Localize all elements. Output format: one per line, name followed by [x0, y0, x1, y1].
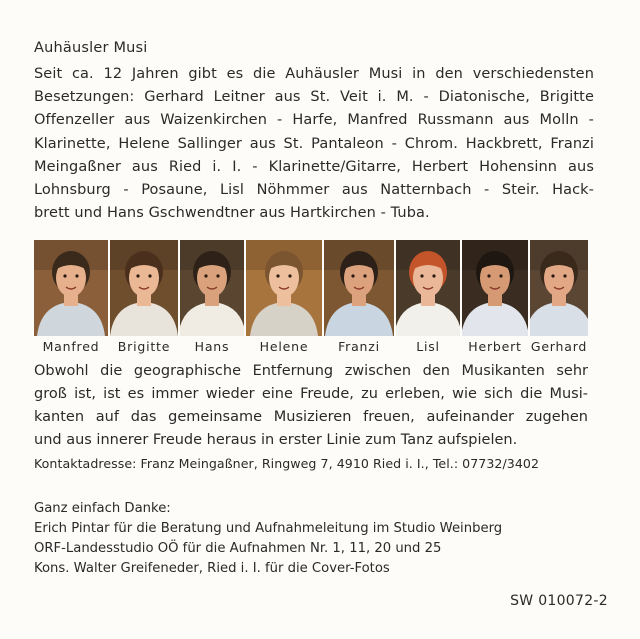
- musician-name: Herbert: [468, 339, 522, 354]
- intro-line: Seit ca. 12 Jahren gibt es die Auhäusler Musi in den verschiedensten: [34, 66, 594, 82]
- intro-line: Lohnsburg - Posaune, Lisl Nöhmmer aus Natternbach - Steir. Hack-: [34, 182, 594, 199]
- musician-photo-strip: [34, 240, 588, 336]
- intro-line: brett und Hans Gschwendtner aus Hartkirchen - Tuba.: [34, 205, 430, 222]
- contact-address: Kontaktadresse: Franz Meingaßner, Ringweg 7, 4910 Ried i. I., Tel.: 07732/3402: [34, 456, 540, 471]
- musician-name: Gerhard: [530, 339, 588, 354]
- musician-photo-franzi: [324, 240, 394, 336]
- musician-name-row: [34, 339, 588, 354]
- musician-name: Franzi: [338, 339, 380, 354]
- musician-name: Lisl: [416, 339, 440, 354]
- intro-line: Besetzungen: Gerhard Leitner aus St. Veit i. M. - Diatonische, Brigitte: [34, 89, 594, 106]
- body-line: Obwohl die geographische Entfernung zwischen den Musikanten sehr: [34, 363, 588, 379]
- catalog-number: SW 010072-2: [510, 593, 608, 609]
- page-title: Auhäusler Musi: [34, 40, 148, 56]
- body-paragraph: [34, 360, 588, 452]
- musician-photo-lisl: [396, 240, 460, 336]
- thanks-section: [34, 499, 502, 579]
- intro-paragraph: [34, 63, 594, 225]
- thanks-line: Kons. Walter Greifeneder, Ried i. I. für die Cover-Fotos: [34, 561, 390, 576]
- body-line: groß ist, ist es immer wieder eine Freude, zu erleben, wie sich die Musi-: [34, 386, 588, 402]
- intro-line: Meingaßner aus Ried i. I. - Klarinette/Gitarre, Herbert Hohensinn aus: [34, 158, 594, 175]
- musician-photo-herbert: [462, 240, 528, 336]
- musician-photo-gerhard: [530, 240, 588, 336]
- intro-line: Offenzeller aus Waizenkirchen - Harfe, Manfred Russmann aus Molln -: [34, 112, 594, 129]
- musician-photo-brigitte: [110, 240, 178, 336]
- body-line: kanten auf das gemeinsame Musizieren freuen, aufeinander zugehen: [34, 409, 588, 425]
- musician-photo-helene: [246, 240, 322, 336]
- musician-photo-hans: [180, 240, 244, 336]
- thanks-heading: Ganz einfach Danke:: [34, 501, 171, 516]
- musician-name: Hans: [194, 339, 230, 354]
- body-line: und aus innerer Freude heraus in erster Linie zum Tanz aufspielen.: [34, 432, 518, 448]
- musician-name: Manfred: [42, 339, 100, 354]
- thanks-line: Erich Pintar für die Beratung und Aufnahmeleitung im Studio Weinberg: [34, 521, 503, 536]
- musician-name: Brigitte: [117, 339, 171, 354]
- musician-photo-manfred: [34, 240, 108, 336]
- thanks-line: ORF-Landesstudio OÖ für die Aufnahmen Nr. 1, 11, 20 und 25: [34, 541, 442, 556]
- musician-name: Helene: [259, 339, 309, 354]
- intro-line: Klarinette, Helene Sallinger aus St. Pantaleon - Chrom. Hackbrett, Franzi: [34, 135, 594, 152]
